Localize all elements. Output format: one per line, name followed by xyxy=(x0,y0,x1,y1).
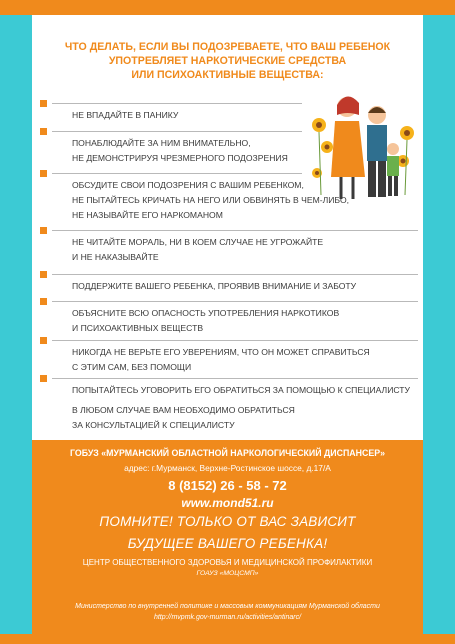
father-figure xyxy=(367,106,387,197)
advice-line: И НЕ НАКАЗЫВАЙТЕ xyxy=(72,252,159,262)
advice-line: НИКОГДА НЕ ВЕРЬТЕ ЕГО УВЕРЕНИЯМ, ЧТО ОН МОЖЕТ СПРАВИТЬСЯ xyxy=(72,347,370,357)
advice-line: И ПСИХОАКТИВНЫХ ВЕЩЕСТВ xyxy=(72,323,204,333)
advice-text xyxy=(72,108,178,123)
divider xyxy=(52,340,418,341)
divider xyxy=(52,230,418,231)
advice-line: НЕ ЧИТАЙТЕ МОРАЛЬ, НИ В КОЕМ СЛУЧАЕ НЕ УГРОЖАЙТЕ xyxy=(72,237,324,247)
slogan-line: ПОМНИТЕ! ТОЛЬКО ОТ ВАС ЗАВИСИТ xyxy=(99,514,356,529)
address-text: адрес: г.Мурманск, Верхне-Ростинское шоссе, д.17/А xyxy=(124,463,331,473)
advice-text xyxy=(72,235,323,265)
advice-line: ЗА КОНСУЛЬТАЦИЕЙ К СПЕЦИАЛИСТУ xyxy=(72,420,235,430)
divider xyxy=(52,103,302,104)
advice-line: НЕ ВПАДАЙТЕ В ПАНИКУ xyxy=(72,110,179,120)
bullet-square-icon xyxy=(40,170,47,177)
advice-line: НЕ ДЕМОНСТРИРУЯ ЧРЕЗМЕРНОГО ПОДОЗРЕНИЯ xyxy=(72,153,288,163)
advice-text xyxy=(72,403,295,433)
advice-text xyxy=(72,383,410,398)
advice-text xyxy=(72,306,339,336)
divider xyxy=(52,274,418,275)
divider xyxy=(52,301,418,302)
child-figure xyxy=(387,143,399,196)
phone-number[interactable]: 8 (8152) 26 - 58 - 72 xyxy=(168,478,287,493)
advice-line: ОБСУДИТЕ СВОИ ПОДОЗРЕНИЯ С ВАШИМ РЕБЕНКОМ, xyxy=(72,180,304,190)
divider xyxy=(52,131,302,132)
advice-line: С ЭТИМ САМ, БЕЗ ПОМОЩИ xyxy=(72,362,192,372)
divider xyxy=(52,378,418,379)
bullet-square-icon xyxy=(40,128,47,135)
ministry-name: Министерство по внутренней политике и массовым коммуникациям Мурманской области xyxy=(75,603,380,610)
headline-line: ИЛИ ПСИХОАКТИВНЫЕ ВЕЩЕСТВА: xyxy=(131,69,324,81)
bullet-square-icon xyxy=(40,375,47,382)
bullet-square-icon xyxy=(40,298,47,305)
slogan-line: БУДУЩЕЕ ВАШЕГО РЕБЕНКА! xyxy=(127,536,328,551)
bottom-orange-band xyxy=(0,634,455,644)
bullet-square-icon xyxy=(40,271,47,278)
divider xyxy=(52,173,302,174)
top-orange-band xyxy=(0,0,455,15)
headline-line: УПОТРЕБЛЯЕТ НАРКОТИЧЕСКИЕ СРЕДСТВА xyxy=(108,55,347,67)
bullet-square-icon xyxy=(40,227,47,234)
advice-text xyxy=(72,136,288,166)
advice-line: ПОНАБЛЮДАЙТЕ ЗА НИМ ВНИМАТЕЛЬНО, xyxy=(72,138,251,148)
center-org: ГОАУЗ «МОЦСМП» xyxy=(196,570,259,577)
advice-line: ОБЪЯСНИТЕ ВСЮ ОПАСНОСТЬ УПОТРЕБЛЕНИЯ НАРКОТИКОВ xyxy=(72,308,340,318)
advice-line: В ЛЮБОМ СЛУЧАЕ ВАМ НЕОБХОДИМО ОБРАТИТЬСЯ xyxy=(72,405,295,415)
bullet-square-icon xyxy=(40,337,47,344)
headline xyxy=(32,40,423,82)
contact-footer xyxy=(32,440,423,640)
advice-line: НЕ ПЫТАЙТЕСЬ КРИЧАТЬ НА НЕГО ИЛИ ОБВИНЯТЬ В ЧЕМ-ЛИБО, xyxy=(72,195,350,205)
center-name: ЦЕНТР ОБЩЕСТВЕННОГО ЗДОРОВЬЯ И МЕДИЦИНСКОЙ ПРОФИЛАКТИКИ xyxy=(82,558,373,567)
headline-line: ЧТО ДЕЛАТЬ, ЕСЛИ ВЫ ПОДОЗРЕВАЕТЕ, ЧТО ВАШ РЕБЕНОК xyxy=(64,41,391,53)
website-link[interactable]: www.mond51.ru xyxy=(181,496,274,510)
advice-line: ПОПЫТАЙТЕСЬ УГОВОРИТЬ ЕГО ОБРАТИТЬСЯ ЗА ПОМОЩЬЮ К СПЕЦИАЛИСТУ xyxy=(72,385,410,395)
advice-line: ПОДДЕРЖИТЕ ВАШЕГО РЕБЕНКА, ПРОЯВИВ ВНИМАНИЕ И ЗАБОТУ xyxy=(72,281,357,291)
advice-line: НЕ НАЗЫВАЙТЕ ЕГО НАРКОМАНОМ xyxy=(72,210,223,220)
advice-text xyxy=(72,279,356,294)
bullet-square-icon xyxy=(40,100,47,107)
ministry-url[interactable]: http://mvpmk.gov-murman.ru/activities/antinarc/ xyxy=(153,614,302,621)
advice-text xyxy=(72,345,370,375)
advice-text xyxy=(72,178,349,223)
leaflet-sheet xyxy=(32,15,423,640)
organization-name: ГОБУЗ «МУРМАНСКИЙ ОБЛАСТНОЙ НАРКОЛОГИЧЕСКИЙ ДИСПАНСЕР» xyxy=(70,448,385,458)
